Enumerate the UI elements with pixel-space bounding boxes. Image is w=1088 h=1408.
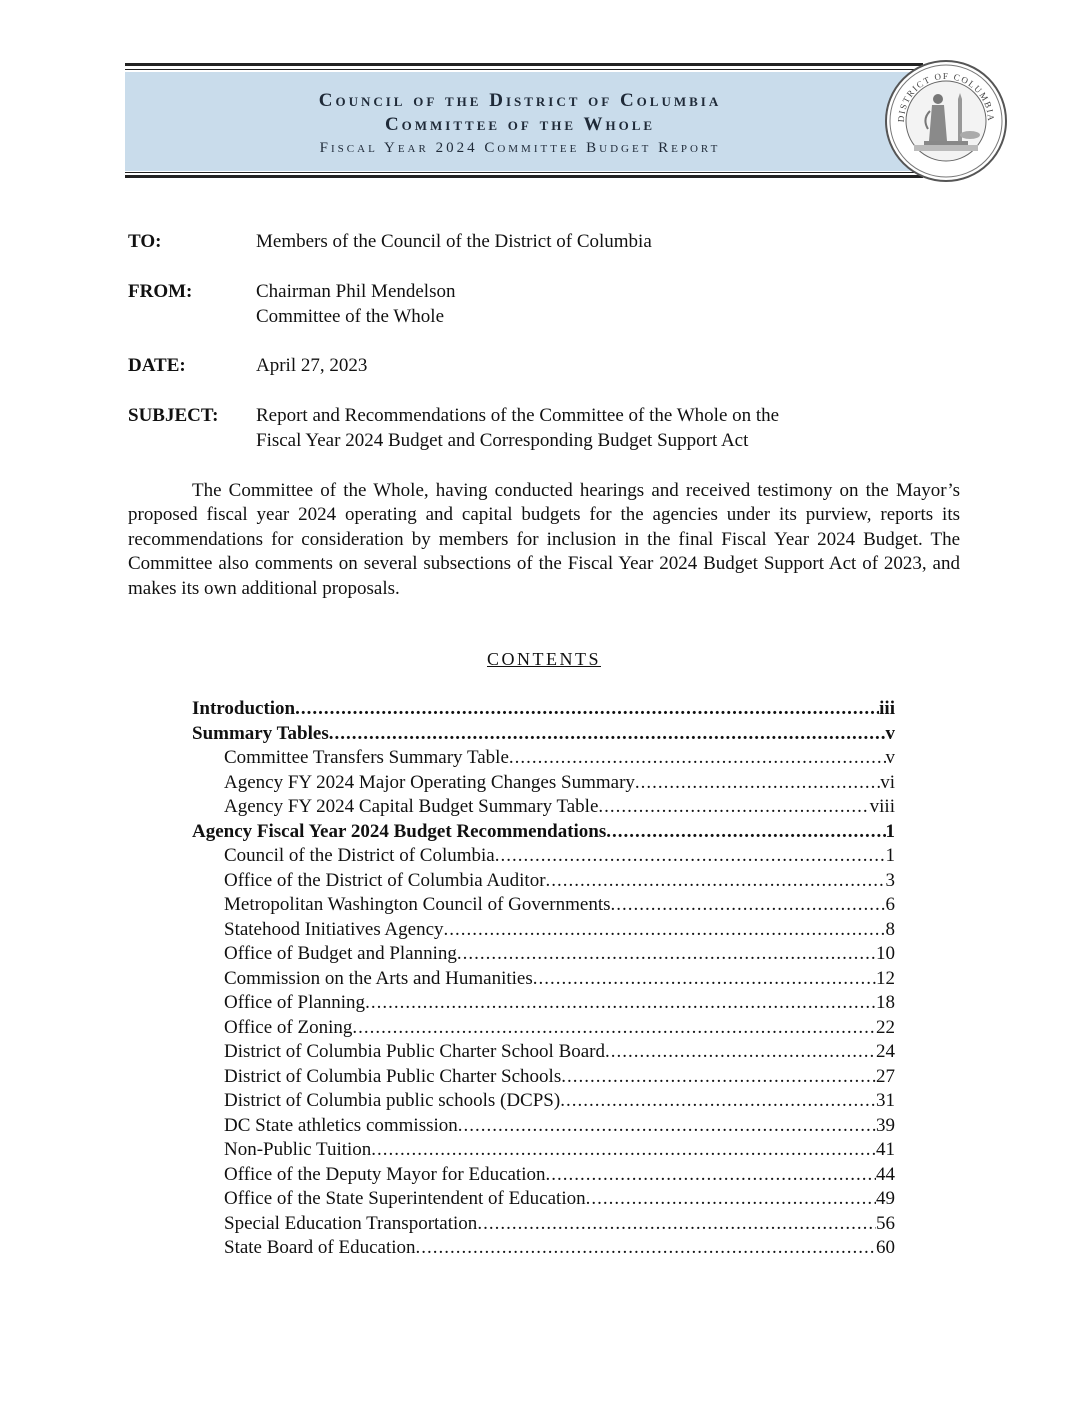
toc-entry[interactable] [192,1138,895,1163]
toc-entry-page: viii [869,796,895,817]
toc-entry-label: Summary Tables [192,722,329,744]
toc-entry-page: 41 [876,1139,895,1160]
toc-leader-dots [416,1236,876,1261]
toc-entry[interactable] [192,1114,895,1139]
toc-entry[interactable] [192,991,895,1016]
toc-leader-dots [329,722,886,747]
toc-entry-label: Office of the District of Columbia Auditor [224,869,546,891]
to-label: TO: [128,231,162,252]
toc-entry[interactable] [192,1016,895,1041]
toc-entry-page: 49 [876,1188,895,1209]
toc-entry-page: 27 [876,1065,895,1087]
committee-name: Committee of the Whole [384,114,656,135]
toc-leader-dots [533,967,876,992]
toc-entry-page: 8 [885,918,895,940]
toc-leader-dots [495,844,886,869]
toc-entry-page: v [885,747,895,768]
toc-entry[interactable] [192,967,895,992]
toc-leader-dots [365,991,876,1016]
toc-entry-page: 1 [885,845,895,866]
toc-leader-dots [546,1163,877,1188]
toc-entry[interactable] [192,795,895,820]
toc-entry[interactable] [192,893,895,918]
toc-entry-label: Metropolitan Washington Council of Governments [224,894,611,915]
toc-entry-label: Non-Public Tuition [224,1139,372,1160]
dc-seal-icon [884,59,1008,183]
toc-entry-page: vi [880,771,895,793]
subject-value-line1: Report and Recommendations of the Committee of the Whole on the [256,405,780,426]
toc-entry[interactable] [192,1212,895,1237]
toc-leader-dots [635,771,880,796]
contents-heading: CONTENTS [487,649,601,669]
intro-paragraph: The Committee of the Whole, having conducted hearings and received testimony on the Mayor’s proposed fiscal year 2024 operating and capital budgets for the agencies under its purview, reports its recommendations for consideration by members for inclusion in the final Fiscal Year 2024 Budget. The Committee also comments on several subsections of the Fiscal Year 2024 Budget Support Act of 2023, and makes its own additional proposals. [128,480,960,599]
toc-entry-page: 56 [876,1212,895,1234]
toc-leader-dots [611,893,886,918]
subject-label: SUBJECT: [128,405,219,426]
toc-entry[interactable] [192,746,895,771]
toc-entry[interactable] [192,1163,895,1188]
toc-entry-page: 12 [876,967,895,989]
toc-entry-page: 18 [876,992,895,1013]
toc-entry-page: v [885,722,895,744]
toc-entry-page: 44 [876,1163,895,1185]
header-rule [125,69,923,70]
toc-entry-page: iii [879,698,895,719]
toc-entry-label: Agency Fiscal Year 2024 Budget Recommendations [192,820,607,842]
toc-entry-label: District of Columbia public schools (DCPS) [224,1090,561,1111]
report-header [125,63,923,181]
header-rule [125,172,923,173]
toc-leader-dots [371,1138,876,1163]
toc-entry[interactable] [192,1065,895,1090]
toc-leader-dots [458,1114,876,1139]
toc-entry-label: Council of the District of Columbia [224,845,495,866]
header-rule [125,63,923,66]
toc-entry[interactable] [192,722,895,747]
toc-entry-label: Agency FY 2024 Major Operating Changes Summary [224,771,635,793]
toc-leader-dots [606,820,885,845]
toc-entry-label: Office of the Deputy Mayor for Education [224,1163,546,1185]
toc-entry-label: Office of Planning [224,992,366,1013]
toc-leader-dots [477,1212,876,1237]
from-value-line1: Chairman Phil Mendelson [256,281,456,302]
report-name: Fiscal Year 2024 Committee Budget Report [319,140,721,156]
from-value-line2: Committee of the Whole [256,306,445,327]
toc-entry[interactable] [192,942,895,967]
toc-entry-page: 60 [876,1237,895,1258]
toc-entry[interactable] [192,844,895,869]
toc-entry[interactable] [192,1040,895,1065]
header-rule [125,175,923,178]
toc-entry-label: District of Columbia Public Charter School Board [224,1041,606,1062]
toc-entry-label: State Board of Education [224,1237,416,1258]
toc-entry-label: Office of Budget and Planning [224,943,457,964]
toc-entry-page: 1 [885,820,895,842]
toc-entry-page: 31 [876,1090,895,1111]
to-value: Members of the Council of the District of Columbia [256,231,652,252]
toc-leader-dots [546,869,886,894]
council-name: Council of the District of Columbia [318,90,722,111]
date-label: DATE: [128,355,186,376]
toc-leader-dots [598,795,869,820]
toc-leader-dots [457,942,876,967]
toc-entry-label: Special Education Transportation [224,1212,478,1234]
toc-entry-label: Commission on the Arts and Humanities [224,967,533,989]
toc-leader-dots [560,1089,876,1114]
toc-leader-dots [561,1065,876,1090]
toc-entry[interactable] [192,1236,895,1261]
toc-entry[interactable] [192,697,895,722]
toc-entry-page: 39 [876,1114,895,1136]
toc-leader-dots [509,746,886,771]
svg-text:DISTRICT OF COLUMBIA: DISTRICT OF COLUMBIA [895,70,997,123]
toc-entry[interactable] [192,918,895,943]
toc-entry-page: 22 [876,1016,895,1038]
toc-leader-dots [605,1040,876,1065]
toc-entry-page: 24 [876,1041,895,1062]
toc-leader-dots [586,1187,876,1212]
toc-entry[interactable] [192,1089,895,1114]
toc-entry[interactable] [192,771,895,796]
toc-entry-label: District of Columbia Public Charter Schools [224,1065,562,1087]
date-value: April 27, 2023 [256,355,368,376]
toc-entry-label: Statehood Initiatives Agency [224,918,444,940]
toc-entry[interactable] [192,820,895,845]
table-of-contents [192,697,895,1261]
from-label: FROM: [128,281,193,302]
toc-entry-label: Office of the State Superintendent of Education [224,1188,586,1209]
toc-entry-label: Office of Zoning [224,1016,353,1038]
toc-leader-dots [295,697,879,722]
header-title-block [125,89,915,159]
subject-value-line2: Fiscal Year 2024 Budget and Corresponding Budget Support Act [256,430,749,451]
toc-entry[interactable] [192,1187,895,1212]
toc-entry-page: 10 [876,943,895,964]
toc-entry[interactable] [192,869,895,894]
toc-entry-label: Agency FY 2024 Capital Budget Summary Table [224,796,599,817]
toc-entry-label: Committee Transfers Summary Table [224,747,509,768]
toc-entry-label: Introduction [192,698,296,719]
toc-leader-dots [352,1016,876,1041]
toc-leader-dots [444,918,886,943]
toc-entry-label: DC State athletics commission [224,1114,458,1136]
toc-entry-page: 3 [885,869,895,891]
toc-entry-page: 6 [885,894,895,915]
